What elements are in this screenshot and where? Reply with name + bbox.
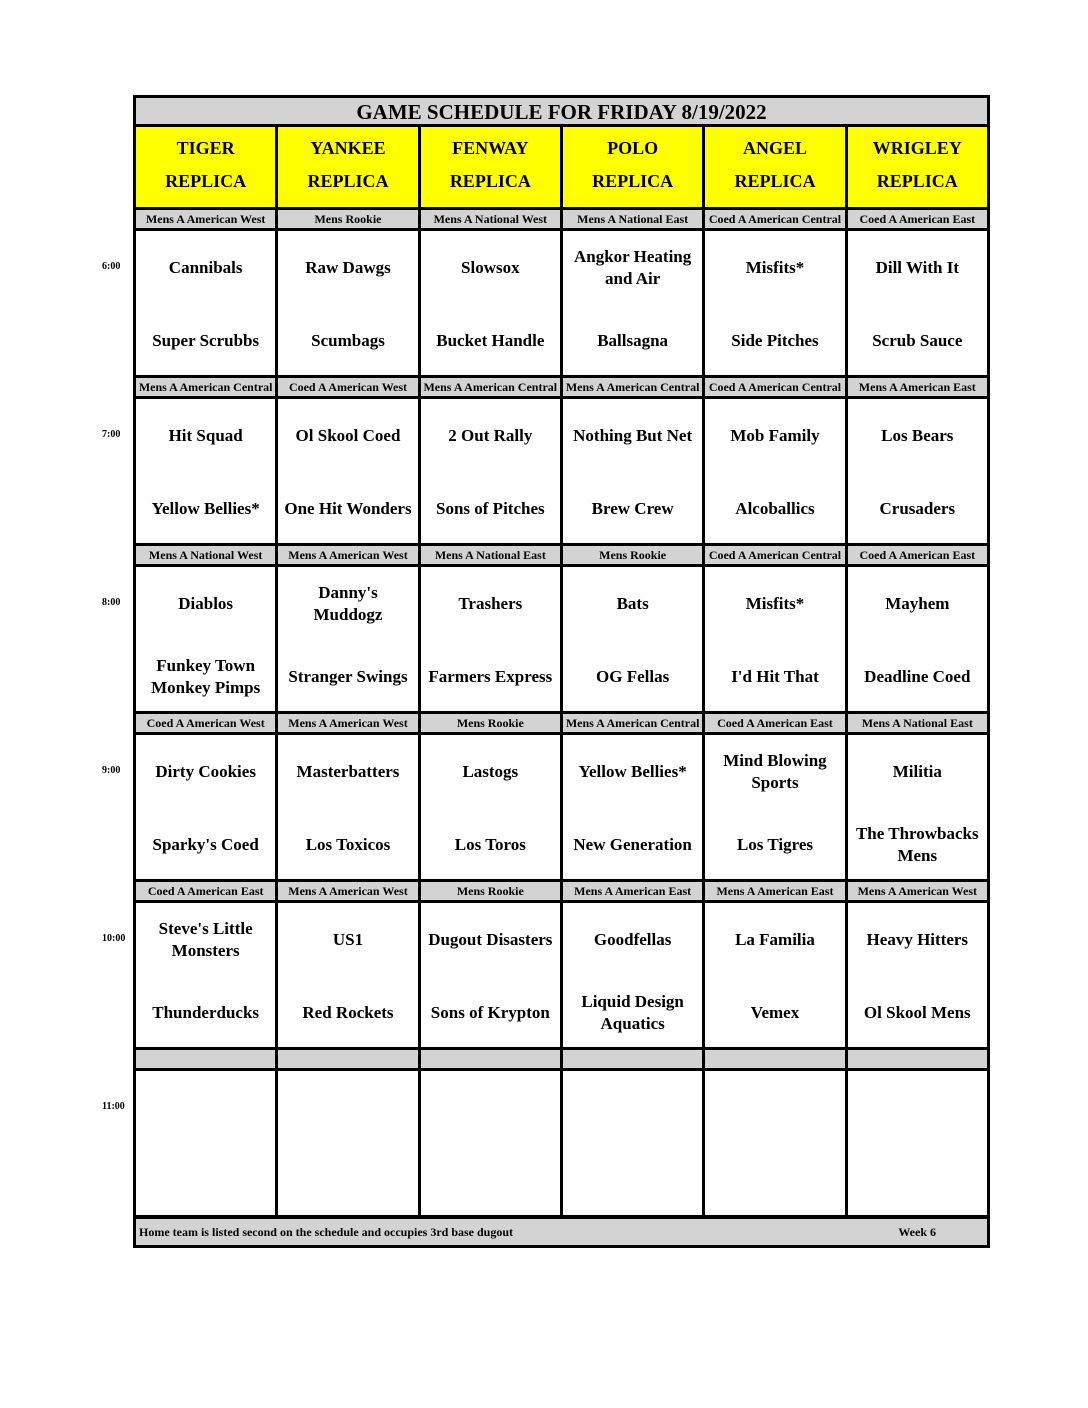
field-header-row <box>136 127 987 210</box>
game-cell <box>705 231 847 375</box>
division-label <box>848 1050 987 1068</box>
home-team-name: Brew Crew <box>591 499 674 518</box>
game-cell <box>421 735 563 879</box>
home-team-name: Super Scrubbs <box>152 331 260 350</box>
field-sub: REPLICA <box>592 171 674 191</box>
home-team <box>136 1170 275 1192</box>
game-cell <box>705 567 847 711</box>
home-team-name: Sons of Pitches <box>436 499 545 518</box>
game-cell <box>848 1071 987 1215</box>
away-team-name: Mob Family <box>730 426 820 445</box>
away-team <box>136 425 275 447</box>
game-cell <box>563 735 705 879</box>
home-team <box>705 1170 844 1192</box>
away-team <box>421 593 560 615</box>
away-team <box>563 1097 702 1119</box>
home-team-name: Crusaders <box>879 499 956 518</box>
away-team <box>136 1097 275 1119</box>
away-team <box>278 1097 417 1119</box>
field-header-angel <box>705 127 847 207</box>
home-team-name: Side Pitches <box>731 331 819 350</box>
field-header-fenway <box>421 127 563 207</box>
away-team-name: Dirty Cookies <box>155 762 256 781</box>
home-team <box>136 1002 275 1024</box>
division-label: Mens A American East <box>563 882 705 900</box>
home-team-name: Vemex <box>750 1003 800 1022</box>
field-header-tiger <box>136 127 278 207</box>
division-row <box>136 546 987 567</box>
schedule-table <box>133 95 990 1248</box>
away-team-name: Cannibals <box>168 258 243 277</box>
away-team-name: Misfits* <box>745 594 805 613</box>
game-row <box>136 1071 987 1218</box>
division-label: Coed A American West <box>278 378 420 396</box>
game-cell <box>136 903 278 1047</box>
home-team <box>848 1002 987 1024</box>
division-label: Mens A American West <box>136 210 278 228</box>
game-cell <box>705 903 847 1047</box>
game-cell <box>136 399 278 543</box>
time-label: 7:00 <box>102 429 121 440</box>
away-team-name: Lastogs <box>462 762 519 781</box>
away-team-name: Raw Dawgs <box>305 258 391 277</box>
away-team <box>563 929 702 951</box>
away-team <box>848 761 987 783</box>
game-cell <box>421 903 563 1047</box>
home-team <box>136 655 275 699</box>
away-team <box>421 929 560 951</box>
home-team <box>421 834 560 856</box>
game-cell <box>563 399 705 543</box>
game-cell <box>278 903 420 1047</box>
division-label: Coed A American Central <box>705 378 847 396</box>
away-team-name: Mind Blowing Sports <box>723 751 827 792</box>
game-cell <box>848 231 987 375</box>
away-team-name: Masterbatters <box>296 762 400 781</box>
away-team-name: Steve's Little Monsters <box>158 919 253 960</box>
home-team-name: Red Rockets <box>302 1003 394 1022</box>
away-team <box>421 425 560 447</box>
away-team-name: Nothing But Net <box>573 426 693 445</box>
home-team <box>563 991 702 1035</box>
away-team <box>421 761 560 783</box>
division-label: Mens A American West <box>278 882 420 900</box>
home-team-name: Sparky's Coed <box>152 835 259 854</box>
field-name: WRIGLEY <box>872 138 962 158</box>
game-cell <box>563 231 705 375</box>
time-label: 9:00 <box>102 765 121 776</box>
game-cell <box>136 1071 278 1215</box>
game-cell <box>563 903 705 1047</box>
field-name: ANGEL <box>742 138 807 158</box>
home-team <box>278 498 417 520</box>
home-team-name: Yellow Bellies* <box>151 499 260 518</box>
away-team <box>278 582 417 626</box>
home-team <box>705 330 844 352</box>
division-row <box>136 882 987 903</box>
game-cell <box>421 567 563 711</box>
away-team <box>278 425 417 447</box>
home-team <box>421 330 560 352</box>
away-team-name: Los Bears <box>881 426 954 445</box>
away-team-name: Trashers <box>458 594 523 613</box>
game-cell <box>563 1071 705 1215</box>
home-team <box>705 834 844 856</box>
away-team <box>136 918 275 962</box>
home-team <box>848 498 987 520</box>
division-label: Mens A American West <box>848 882 987 900</box>
division-label: Mens A American Central <box>136 378 278 396</box>
away-team-name: Yellow Bellies* <box>578 762 687 781</box>
home-team-name: Los Toxicos <box>305 835 391 854</box>
division-label: Mens Rookie <box>421 714 563 732</box>
home-team-name: Liquid Design Aquatics <box>581 992 684 1033</box>
game-row <box>136 567 987 714</box>
home-team-name: Ballsagna <box>597 331 669 350</box>
division-label: Mens A American Central <box>563 378 705 396</box>
game-row <box>136 903 987 1050</box>
home-team-name: Los Toros <box>454 835 526 854</box>
away-team-name: Dugout Disasters <box>428 930 553 949</box>
away-team <box>136 257 275 279</box>
field-name: FENWAY <box>452 138 529 158</box>
division-row <box>136 210 987 231</box>
away-team-name: Hit Squad <box>168 426 243 445</box>
division-label: Coed A American East <box>705 714 847 732</box>
away-team <box>705 257 844 279</box>
game-cell <box>705 1071 847 1215</box>
game-cell <box>136 735 278 879</box>
game-row <box>136 399 987 546</box>
game-cell <box>705 399 847 543</box>
time-label: 10:00 <box>102 933 126 944</box>
away-team <box>705 425 844 447</box>
home-team-name: Los Tigres <box>736 835 813 854</box>
division-row <box>136 1050 987 1071</box>
field-name: TIGER <box>176 138 235 158</box>
home-team <box>705 1002 844 1024</box>
division-label: Coed A American Central <box>705 546 847 564</box>
division-label: Mens A National West <box>136 546 278 564</box>
home-team-name: Deadline Coed <box>864 667 971 686</box>
time-slot-block <box>136 882 987 1050</box>
game-cell <box>278 399 420 543</box>
away-team <box>848 257 987 279</box>
division-label <box>705 1050 847 1068</box>
time-slot-block <box>136 1050 987 1218</box>
home-team <box>848 1170 987 1192</box>
home-team-name: Ol Skool Mens <box>863 1003 971 1022</box>
field-name: YANKEE <box>310 138 386 158</box>
away-team-name: Bats <box>616 594 649 613</box>
division-label <box>278 1050 420 1068</box>
away-team <box>563 246 702 290</box>
division-label: Mens A American West <box>278 546 420 564</box>
away-team-name: Heavy Hitters <box>866 930 969 949</box>
home-team <box>705 666 844 688</box>
time-label: 6:00 <box>102 261 121 272</box>
home-team-name: Scrub Sauce <box>872 331 963 350</box>
home-team <box>421 1002 560 1024</box>
home-team-name: Alcoballics <box>735 499 815 518</box>
away-team <box>421 257 560 279</box>
away-team-name: US1 <box>332 930 364 949</box>
home-team <box>421 666 560 688</box>
schedule-footer <box>136 1216 987 1245</box>
division-row <box>136 714 987 735</box>
away-team <box>278 761 417 783</box>
division-label: Mens A American Central <box>563 714 705 732</box>
away-team <box>848 1097 987 1119</box>
field-sub: REPLICA <box>449 171 531 191</box>
division-label <box>136 1050 278 1068</box>
home-team <box>136 834 275 856</box>
division-label <box>421 1050 563 1068</box>
game-cell <box>136 567 278 711</box>
away-team <box>563 761 702 783</box>
home-team-name: One Hit Wonders <box>284 499 412 518</box>
home-team <box>278 666 417 688</box>
away-team <box>563 425 702 447</box>
division-label: Coed A American West <box>136 714 278 732</box>
home-team <box>136 330 275 352</box>
home-team-name: New Generation <box>573 835 692 854</box>
away-team-name: Angkor Heating and Air <box>573 247 692 288</box>
field-name: POLO <box>607 138 659 158</box>
division-label: Mens A National West <box>421 210 563 228</box>
game-cell <box>705 735 847 879</box>
game-cell <box>278 1071 420 1215</box>
home-team <box>278 330 417 352</box>
game-cell <box>848 735 987 879</box>
game-cell <box>421 231 563 375</box>
home-team <box>848 823 987 867</box>
division-label: Mens A National East <box>421 546 563 564</box>
home-team <box>136 498 275 520</box>
away-team-name: Goodfellas <box>593 930 672 949</box>
home-team-name: Sons of Krypton <box>430 1003 550 1022</box>
home-team <box>278 834 417 856</box>
time-label: 11:00 <box>102 1101 125 1112</box>
time-slot-block <box>136 210 987 378</box>
division-label: Mens A National East <box>563 210 705 228</box>
field-sub: REPLICA <box>165 171 247 191</box>
home-team <box>848 330 987 352</box>
home-team <box>421 1170 560 1192</box>
game-cell <box>848 399 987 543</box>
game-cell <box>848 903 987 1047</box>
division-label: Mens Rookie <box>278 210 420 228</box>
division-label: Coed A American East <box>848 546 987 564</box>
away-team <box>421 1097 560 1119</box>
away-team <box>705 929 844 951</box>
away-team-name: Mayhem <box>885 594 950 613</box>
home-team-name: OG Fellas <box>596 667 670 686</box>
away-team <box>705 750 844 794</box>
division-label <box>563 1050 705 1068</box>
away-team <box>278 257 417 279</box>
field-header-wrigley <box>848 127 987 207</box>
division-label: Mens Rookie <box>563 546 705 564</box>
home-team-name: Bucket Handle <box>436 331 545 350</box>
home-team-name: Scumbags <box>311 331 385 350</box>
home-team-name: I'd Hit That <box>731 667 819 686</box>
time-slot-block <box>136 714 987 882</box>
footer-note: Home team is listed second on the schedule and occupies 3rd base dugout <box>139 1225 514 1239</box>
game-cell <box>136 231 278 375</box>
home-team-name: The Throwbacks Mens <box>855 824 979 865</box>
field-header-yankee <box>278 127 420 207</box>
game-cell <box>563 567 705 711</box>
field-sub: REPLICA <box>876 171 958 191</box>
home-team <box>421 498 560 520</box>
division-row <box>136 378 987 399</box>
home-team <box>563 666 702 688</box>
division-label: Coed A American East <box>848 210 987 228</box>
home-team-name: Funkey Town Monkey Pimps <box>151 656 261 697</box>
division-label: Mens A American West <box>278 714 420 732</box>
away-team <box>848 425 987 447</box>
home-team <box>848 666 987 688</box>
home-team-name: Stranger Swings <box>288 667 408 686</box>
away-team <box>705 1097 844 1119</box>
time-slot-block <box>136 546 987 714</box>
game-cell <box>848 567 987 711</box>
game-cell <box>421 399 563 543</box>
division-label: Mens Rookie <box>421 882 563 900</box>
away-team <box>848 929 987 951</box>
away-team-name: Diablos <box>178 594 234 613</box>
away-team-name: Dill With It <box>875 258 960 277</box>
away-team <box>563 593 702 615</box>
field-header-polo <box>563 127 705 207</box>
division-label: Mens A American East <box>848 378 987 396</box>
field-sub: REPLICA <box>734 171 816 191</box>
home-team-name: Thunderducks <box>152 1003 260 1022</box>
division-label: Mens A National East <box>848 714 987 732</box>
away-team-name: Militia <box>892 762 942 781</box>
division-label: Mens A American Central <box>421 378 563 396</box>
home-team <box>278 1002 417 1024</box>
home-team <box>278 1170 417 1192</box>
home-team <box>563 498 702 520</box>
away-team <box>848 593 987 615</box>
game-cell <box>278 231 420 375</box>
schedule-title: GAME SCHEDULE FOR FRIDAY 8/19/2022 <box>136 98 987 127</box>
game-cell <box>278 735 420 879</box>
division-label: Coed A American East <box>136 882 278 900</box>
week-label: Week 6 <box>898 1225 936 1239</box>
game-cell <box>421 1071 563 1215</box>
away-team-name: Slowsox <box>461 258 520 277</box>
away-team-name: La Familia <box>735 930 815 949</box>
division-label: Mens A American East <box>705 882 847 900</box>
home-team <box>563 1170 702 1192</box>
home-team <box>563 330 702 352</box>
division-label: Coed A American Central <box>705 210 847 228</box>
field-sub: REPLICA <box>307 171 389 191</box>
time-slot-block <box>136 378 987 546</box>
home-team-name: Farmers Express <box>428 667 553 686</box>
game-row <box>136 231 987 378</box>
game-row <box>136 735 987 882</box>
away-team <box>278 929 417 951</box>
home-team <box>563 834 702 856</box>
away-team-name: Ol Skool Coed <box>295 426 401 445</box>
away-team-name: 2 Out Rally <box>448 426 533 445</box>
away-team <box>136 593 275 615</box>
away-team-name: Danny's Muddogz <box>313 583 383 624</box>
time-label: 8:00 <box>102 597 121 608</box>
game-cell <box>278 567 420 711</box>
home-team <box>705 498 844 520</box>
away-team <box>136 761 275 783</box>
away-team <box>705 593 844 615</box>
away-team-name: Misfits* <box>745 258 805 277</box>
